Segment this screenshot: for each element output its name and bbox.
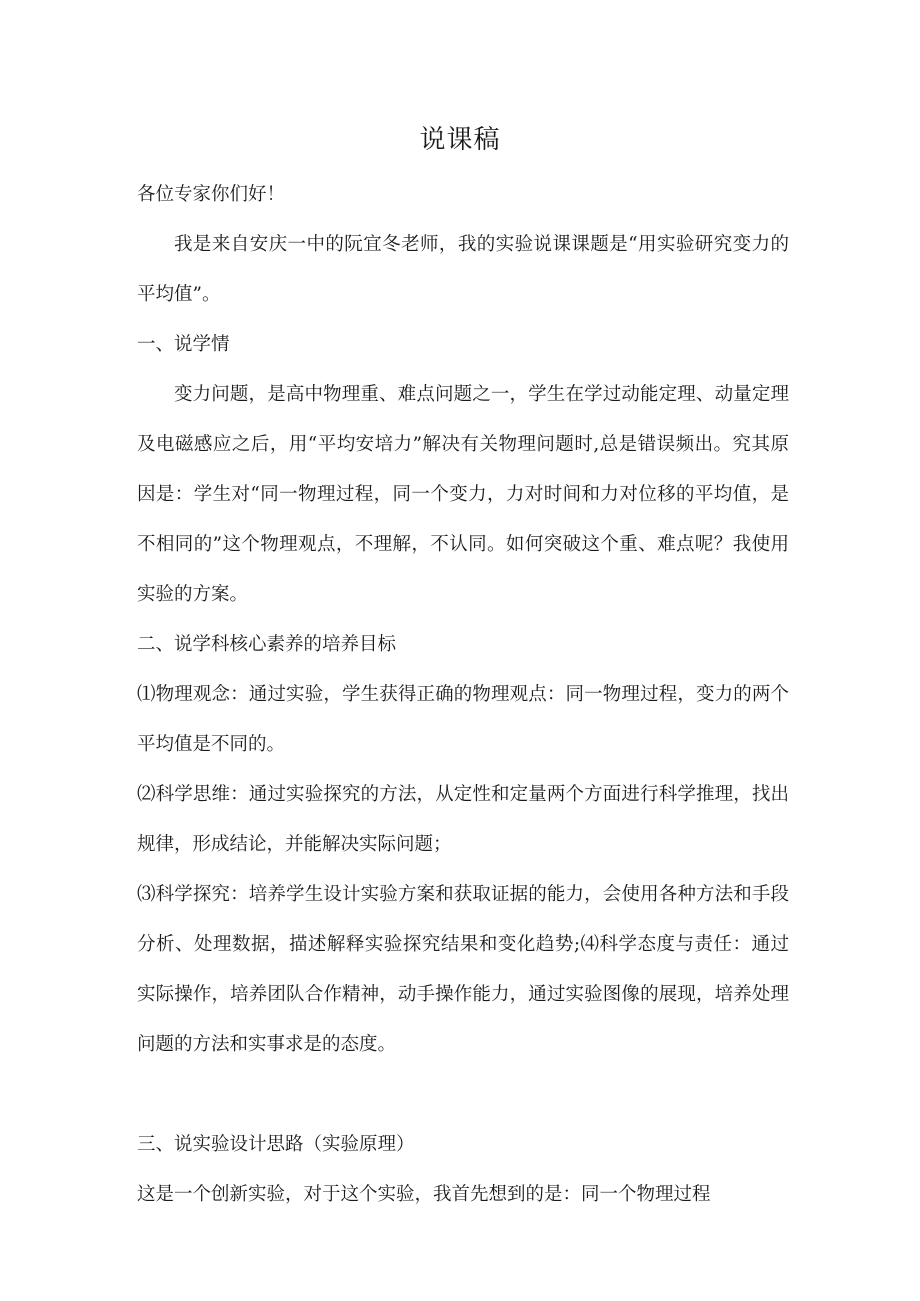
section2-heading: 二、说学科核心素养的培养目标 [137, 634, 397, 655]
section-gap [137, 1070, 789, 1120]
document-title: 说课稿 [419, 125, 501, 155]
section3-paragraph: 这是一个创新实验，对于这个实验，我首先想到的是：同一个物理过程 [137, 1184, 711, 1205]
intro-paragraph: 我是来自安庆一中的阮宜冬老师，我的实验说课课题是“用实验研究变力的平均值”。 [137, 234, 789, 305]
document-body [137, 170, 789, 1220]
section2-item-3: ⑶科学探究：培养学生设计实验方案和获取证据的能力，会使用各种方法和手段分析、处理数据，描述解释实验探究结果和变化趋势;⑷科学态度与责任：通过实际操作，培养团队合作精神，动手操作能力，通过实验图像的展现，培养处理问题的方法和实事求是的态度。 [137, 884, 789, 1055]
section2-item-2: ⑵科学思维：通过实验探究的方法，从定性和定量两个方面进行科学推理，找出规律，形成结论，并能解决实际问题； [137, 784, 789, 855]
section1-heading: 一、说学情 [137, 334, 230, 355]
greeting: 各位专家你们好！ [137, 184, 286, 205]
section3-heading: 三、说实验设计思路（实验原理） [137, 1134, 415, 1155]
section1-paragraph: 变力问题，是高中物理重、难点问题之一，学生在学过动能定理、动量定理及电磁感应之后，用“平均安培力”解决有关物理问题时,总是错误频出。究其原因是：学生对“同一物理过程，同一个变力，力对时间和力对位移的平均值，是不相同的”这个物理观点，不理解，不认同。如何突破这个重、难点呢？我使用实验的方案。 [137, 384, 789, 605]
section2-item-1: ⑴物理观念：通过实验，学生获得正确的物理观点：同一物理过程，变力的两个平均值是不同的。 [137, 684, 789, 755]
